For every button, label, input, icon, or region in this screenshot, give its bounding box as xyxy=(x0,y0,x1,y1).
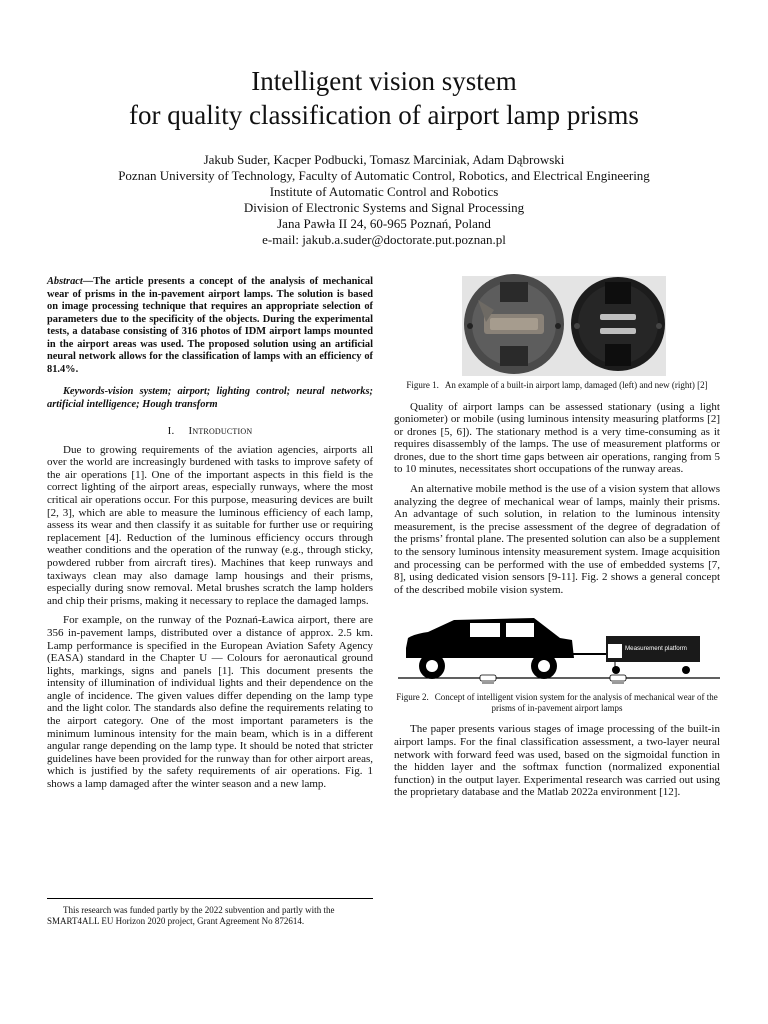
affiliation-address: Jana Pawła II 24, 60-965 Poznań, Poland xyxy=(277,216,491,231)
abstract-text: —The article presents a concept of the analysis of mechanical wear of prisms in the in-pavement airport lamps. The solution is based on image processing technique that requires an appropriate selection of parameters due to the specificity of the objects. During the experimental tests, a database consisting of 316 photos of IDM airport lamps mounted in the airport areas was used. The proposed solution using an artificial neural network allows for the classification of lamps with an efficiency of 81.4%. xyxy=(47,276,373,375)
footnote: This research was funded partly by the 2022 subvention and partly with the SMART4ALL EU Horizon 2020 project, Grant Agreement No 872614. xyxy=(47,898,373,927)
platform-wheel-icon xyxy=(612,666,620,674)
section-number: I. xyxy=(167,425,175,437)
affiliation-university: Poznan University of Technology, Faculty of Automatic Control, Robotics, and Electrical Engineering xyxy=(118,168,650,183)
right-paragraph-3: The paper presents various stages of image processing of the built-in airport lamps. For the final classification assessment, a two-layer neural network with forward feed was used, based on the sigmoidal function in the hidden layer and the softmax function (normalized exponential function) in the output layer. Experimental research was carried out using the proprietary database and the Matlab 2022a environment [12]. xyxy=(394,723,720,799)
right-paragraph-2: An alternative mobile method is the use of a vision system that allows analyzing the degree of mechanical wear of lamps, mainly their prisms. An advantage of such solution, in relation to the luminous intensity measurement, is the precise assessment of the degree of degradation of the prisms’ frontal plane. The presented solution can also be a supplement to the sensory luminous intensity measurement system. Image acquisition and processing can be performed with the use of embedded systems [7, 8], using dedicated vision sensors [9-11]. Fig. 2 shows a general concept of the described mobile vision system. xyxy=(394,483,720,596)
intro-paragraph-1: Due to growing requirements of the aviation agencies, airports all over the world are increasingly burdened with tasks to improve safety of the air operations [1]. One of the important aspects in this field is the correct lighting of the airport areas, especially runways, where the most critical air operations occur. For this purpose, measuring devices are built [2, 3], which are able to measure the luminous efficiency of each lamp, assess its wear and then classify it as suitable for further use or requiring replacement [4]. Reduction of the luminous efficiency occurs through weather conditions and the operation of the runway (e.g., through sticky, powdered rubber from aircraft tires). Machines that keep runways and taxiways clean may also damage lamp housings and their prisms, especially during snow removal. Metal brushes scratch the lamp holders and chip their prisms, making it necessary to replace the damaged lamps. xyxy=(47,443,373,607)
vision-system-diagram xyxy=(394,614,720,688)
car-window-front xyxy=(470,623,500,637)
author-names: Jakub Suder, Kacper Podbucki, Tomasz Marciniak, Adam Dąbrowski xyxy=(203,152,565,167)
lamp-photos xyxy=(394,270,720,376)
camera-icon xyxy=(608,644,622,658)
pavement-lamp-icon xyxy=(610,675,626,683)
car-window-rear xyxy=(506,623,534,637)
section-title: Introduction xyxy=(188,425,253,437)
pavement-lamp-icon xyxy=(480,675,496,683)
paper-title xyxy=(0,64,768,132)
figure-2-image xyxy=(394,614,720,688)
right-paragraph-1: Quality of airport lamps can be assessed stationary (using a light goniometer) or mobile (using luminous intensity measuring platforms [2] or drones [5, 6]). The stationary method is a very time-consuming as it requires disassembly of the lamps. The use of measurement platforms or drones, due to the short time gaps between air operations, ranging from 5 to 10 minutes, necessitates short occupations of the runway areas. xyxy=(394,400,720,476)
figure-1-label: Figure 1. xyxy=(406,380,439,390)
author-email[interactable]: e-mail: jakub.a.suder@doctorate.put.poznan.pl xyxy=(262,232,506,247)
figure-2-caption xyxy=(394,692,720,713)
title-line-1: Intelligent vision system xyxy=(251,66,517,96)
right-column xyxy=(394,270,720,806)
abstract-lead: Abstract xyxy=(47,276,83,287)
figure-2-label: Figure 2. xyxy=(396,692,429,703)
figure-2-caption-text: Concept of intelligent vision system for the analysis of mechanical wear of the prisms of in-pavement airport lamps xyxy=(434,692,718,713)
figure-1-caption xyxy=(394,380,720,391)
section-heading-introduction xyxy=(47,425,373,438)
affiliation-institute: Institute of Automatic Control and Robotics xyxy=(269,184,499,199)
damaged-lamp-photo xyxy=(462,274,570,376)
figure-1-caption-text: An example of a built-in airport lamp, damaged (left) and new (right) [2] xyxy=(444,380,708,390)
abstract xyxy=(47,276,373,376)
title-line-2: for quality classification of airport lamp prisms xyxy=(129,100,639,130)
keywords: Keywords-vision system; airport; lighting control; neural networks; artificial intelligence; Hough transform xyxy=(47,386,373,410)
author-block xyxy=(0,152,768,248)
left-column xyxy=(47,276,373,798)
affiliation-division: Division of Electronic Systems and Signal Processing xyxy=(243,200,525,215)
platform-label: Measurement platform xyxy=(625,645,687,653)
figure-1-image xyxy=(394,270,720,376)
new-lamp-photo xyxy=(570,276,666,376)
intro-paragraph-2: For example, on the runway of the Poznań-Ławica airport, there are 356 in-pavement lamps, distributed over a distance of approx. 2.5 km. Lamp performance is specified in the European Aviation Safety Agency (EASA) standard in the Chapter U — Colours for aeronautical ground lights, markings, signs and panels [1]. This document presents the intensity of illumination of individual lights and their dependence on the angle of incidence. The given values differ depending on the lamp type and the light color. The standards also define the requirements relating to the airport category. One of the most important parameters is the minimum luminous intensity for the main beam, which is in a different angular range depending on the lamp type. It should be noted that stricter guidelines have been provided for the runway than for other airport areas, which is justified by the safety requirements of air operations. Fig. 1 shows a lamp damaged after the winter season and a new lamp. xyxy=(47,614,373,791)
platform-wheel-icon xyxy=(682,666,690,674)
